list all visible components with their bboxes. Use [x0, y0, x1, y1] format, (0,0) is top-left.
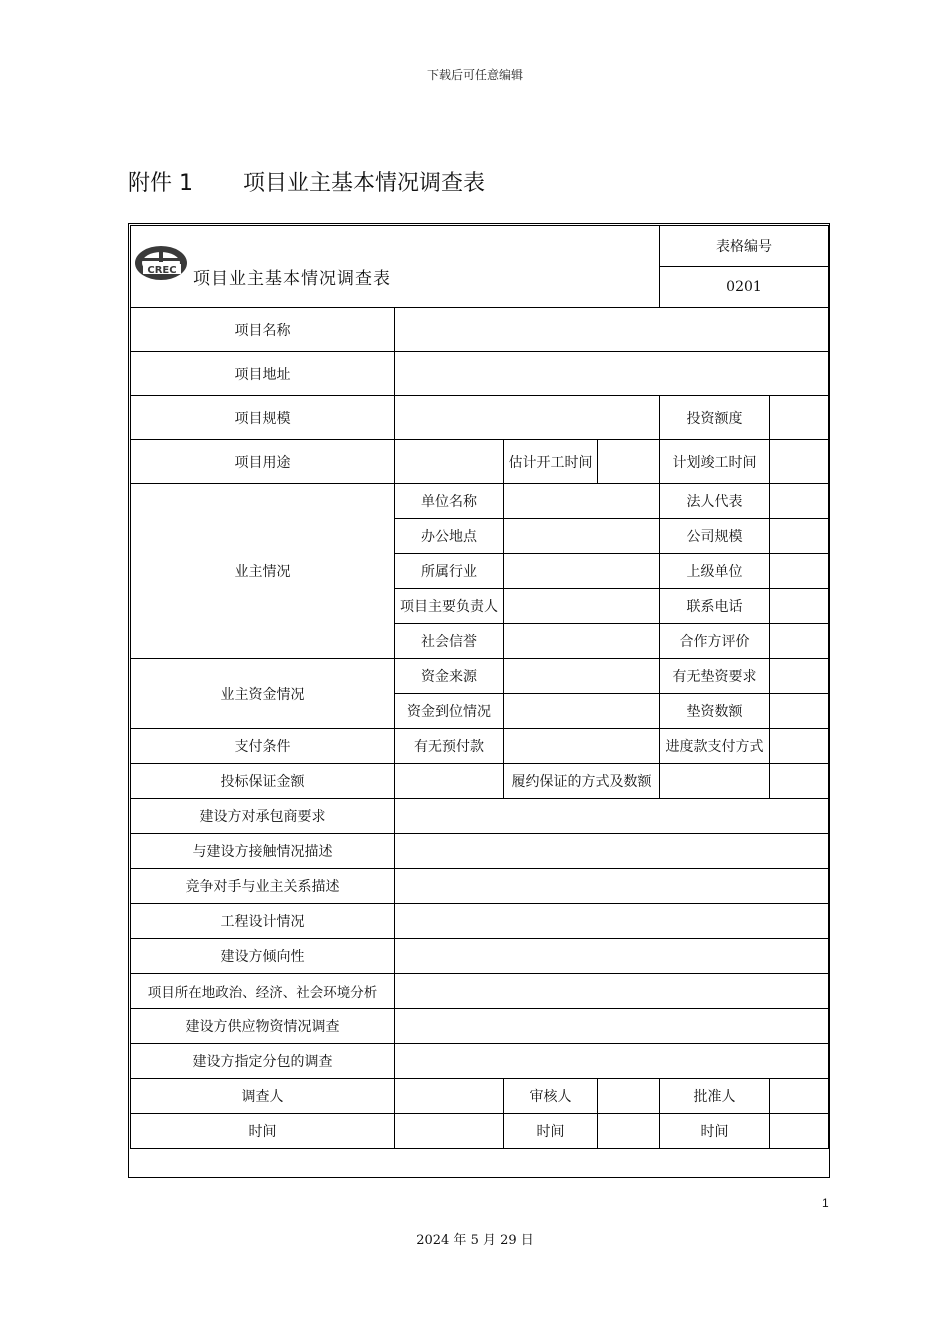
field-est-start[interactable] [598, 440, 660, 484]
form-title: 项目业主基本情况调查表 [193, 269, 391, 289]
form-code-label: 表格编号 [660, 226, 829, 267]
label-progress-payment: 进度款支付方式 [660, 729, 770, 764]
header-note: 下载后可任意编辑 [426, 68, 523, 82]
field-investment-amount[interactable] [770, 396, 829, 440]
label-advance-amount: 垫资数额 [660, 694, 770, 729]
label-investment-amount: 投资额度 [660, 396, 770, 440]
field-prepayment[interactable] [504, 729, 660, 764]
label-project-address: 项目地址 [131, 352, 395, 396]
label-superior-unit: 上级单位 [660, 554, 770, 589]
field-investigator[interactable] [395, 1079, 504, 1114]
label-reviewer-time: 时间 [504, 1114, 598, 1149]
field-design-status[interactable] [395, 904, 829, 939]
label-advance-required: 有无垫资要求 [660, 659, 770, 694]
page-number: 1 [822, 1196, 829, 1210]
label-office-location: 办公地点 [395, 519, 504, 554]
label-fund-source: 资金来源 [395, 659, 504, 694]
field-performance-bond[interactable] [660, 764, 770, 799]
label-competitor-relation: 竞争对手与业主关系描述 [131, 869, 395, 904]
logo-text: CREC [147, 265, 177, 276]
label-investigator-time: 时间 [131, 1114, 395, 1149]
label-main-person: 项目主要负责人 [395, 589, 504, 624]
label-legal-rep: 法人代表 [660, 484, 770, 519]
field-environment-analysis[interactable] [395, 974, 829, 1009]
field-bid-bond[interactable] [395, 764, 504, 799]
label-partner-eval: 合作方评价 [660, 624, 770, 659]
field-reviewer-time[interactable] [598, 1114, 660, 1149]
field-unit-name[interactable] [504, 484, 660, 519]
label-project-scale: 项目规模 [131, 396, 395, 440]
field-project-scale[interactable] [395, 396, 660, 440]
field-legal-rep[interactable] [770, 484, 829, 519]
label-performance-bond: 履约保证的方式及数额 [504, 764, 660, 799]
label-social-credit: 社会信誉 [395, 624, 504, 659]
label-approver: 批准人 [660, 1079, 770, 1114]
field-project-name[interactable] [395, 308, 829, 352]
field-contact-description[interactable] [395, 834, 829, 869]
crec-logo-icon [133, 244, 189, 282]
field-approver[interactable] [770, 1079, 829, 1114]
document-title [128, 166, 485, 197]
field-fund-source[interactable] [504, 659, 660, 694]
field-investigator-time[interactable] [395, 1114, 504, 1149]
label-investigator: 调查人 [131, 1079, 395, 1114]
label-unit-name: 单位名称 [395, 484, 504, 519]
label-company-scale: 公司规模 [660, 519, 770, 554]
label-builder-requirements: 建设方对承包商要求 [131, 799, 395, 834]
label-approver-time: 时间 [660, 1114, 770, 1149]
field-performance-bond-extra[interactable] [770, 764, 829, 799]
label-supply-survey: 建设方供应物资情况调查 [131, 1009, 395, 1044]
field-advance-required[interactable] [770, 659, 829, 694]
field-company-scale[interactable] [770, 519, 829, 554]
attachment-label: 附件 1 [128, 171, 193, 196]
label-contact-description: 与建设方接触情况描述 [131, 834, 395, 869]
label-project-use: 项目用途 [131, 440, 395, 484]
label-plan-finish: 计划竣工时间 [660, 440, 770, 484]
label-owner-funds: 业主资金情况 [131, 659, 395, 729]
label-environment-analysis: 项目所在地政治、经济、社会环境分析 [131, 974, 395, 1009]
field-progress-payment[interactable] [770, 729, 829, 764]
field-approver-time[interactable] [770, 1114, 829, 1149]
field-reviewer[interactable] [598, 1079, 660, 1114]
label-project-name: 项目名称 [131, 308, 395, 352]
document-title-text: 项目业主基本情况调查表 [243, 171, 486, 196]
survey-form-table [130, 225, 829, 1149]
field-phone[interactable] [770, 589, 829, 624]
label-est-start: 估计开工时间 [504, 440, 598, 484]
field-subcontract-survey[interactable] [395, 1044, 829, 1079]
label-reviewer: 审核人 [504, 1079, 598, 1114]
field-industry[interactable] [504, 554, 660, 589]
field-plan-finish[interactable] [770, 440, 829, 484]
label-industry: 所属行业 [395, 554, 504, 589]
field-competitor-relation[interactable] [395, 869, 829, 904]
footer-date: 2024 年 5 月 29 日 [416, 1233, 534, 1248]
field-builder-tendency[interactable] [395, 939, 829, 974]
field-builder-requirements[interactable] [395, 799, 829, 834]
label-builder-tendency: 建设方倾向性 [131, 939, 395, 974]
field-project-use[interactable] [395, 440, 504, 484]
label-prepayment: 有无预付款 [395, 729, 504, 764]
form-code-value: 0201 [660, 267, 829, 308]
label-bid-bond: 投标保证金额 [131, 764, 395, 799]
field-advance-amount[interactable] [770, 694, 829, 729]
field-social-credit[interactable] [504, 624, 660, 659]
field-superior-unit[interactable] [770, 554, 829, 589]
field-partner-eval[interactable] [770, 624, 829, 659]
label-design-status: 工程设计情况 [131, 904, 395, 939]
label-subcontract-survey: 建设方指定分包的调查 [131, 1044, 395, 1079]
label-fund-arrival: 资金到位情况 [395, 694, 504, 729]
label-phone: 联系电话 [660, 589, 770, 624]
label-payment-terms: 支付条件 [131, 729, 395, 764]
field-main-person[interactable] [504, 589, 660, 624]
form-header [131, 226, 660, 308]
label-owner-situation: 业主情况 [131, 484, 395, 659]
field-fund-arrival[interactable] [504, 694, 660, 729]
field-supply-survey[interactable] [395, 1009, 829, 1044]
field-project-address[interactable] [395, 352, 829, 396]
field-office-location[interactable] [504, 519, 660, 554]
